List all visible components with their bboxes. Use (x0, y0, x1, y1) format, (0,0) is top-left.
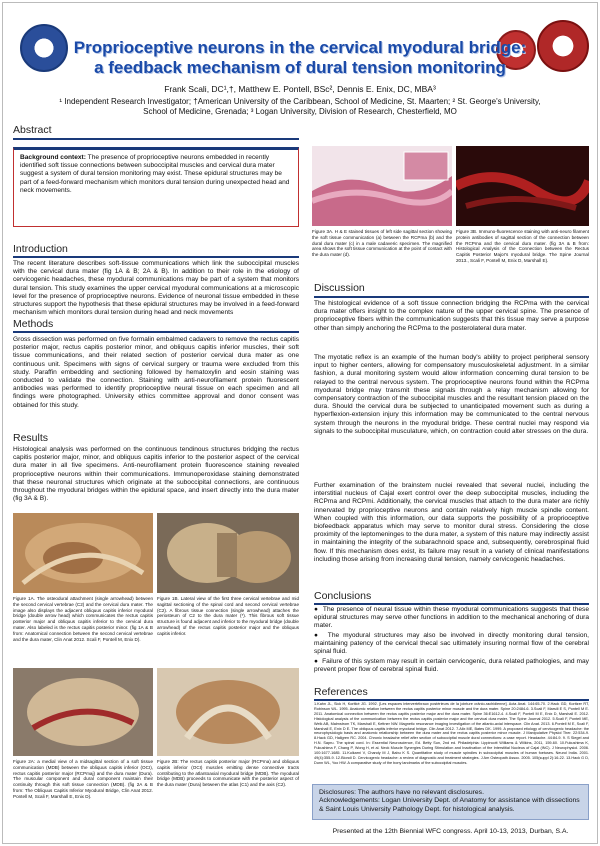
disclosures-box (312, 784, 589, 820)
abstract-label: Background context: (20, 154, 86, 161)
discussion-divider (314, 296, 589, 298)
discussion-paragraph-1: The histological evidence of a soft tissue connection bridging the RCPma with the cervical dura mater offers insight to the complex nature of the upper cervical spine. The presence of proprioceptive fibers within the communication suggests that this tissue may serve a purpose other than simply anchoring the RCPma to the posterolateral dura mater. (314, 300, 589, 332)
poster-title (0, 38, 600, 78)
conclusion-bullet-1: ● The presence of neural tissue within these myodural communications suggests that these epidural structures may serve other functions in addition to the mechanical anchoring of dura mater. (314, 606, 589, 630)
methods-divider (13, 331, 299, 333)
discussion-paragraph-3: Further examination of the brainstem nuclei revealed that several nuclei, including the interstitial nucleus of Cajal exert control over the deep suboccipital muscles, including the RCPma and RCPmi. Additionally, the cervical muscles that attach to the dura mater are richly innervated by proprioceptive neurons and contain relatively high muscle spindle content. When coupled with this information, our data supports the possibility of a proprioceptive biofeedback apparatus which may serve to monitor dural stress. Considering the close proximity of the leptomeninges to the dura mater, a system of this nature may indirectly assist in maintaining the integrity of the subarachnoid space and, subsequently, cerebrospinal fluid flow. If this mechanism does exist, its failure may result in a variety of clinical manifestations including those arising from increasing dural tension, namely cervicogenic headaches. (314, 482, 589, 563)
discussion-heading: Discussion (314, 282, 365, 294)
methods-heading: Methods (13, 318, 54, 330)
title-line-1: Proprioceptive neurons in the cervical myodural bridge: (73, 38, 527, 57)
discussion-paragraph-2: The myotatic reflex is an example of the human body's ability to project peripheral sensory input to higher centers, allowing for compensatory musculoskeletal adjustment. In a similar fashion, a dural monitoring system would allow information concerning dural tension to be relayed to the central nervous system. The proprioceptive neurons found within the RCPma myodural bridge may transmit these signals through a relay mechanism allowing for compensatory contraction of the suboccipital muscles and the resultant tension placed on the dura. Should the cervical dura be subjected to unanticipated movement such as during a hyperflexion-extension injury this information may be communicated to the central nervous system through the neurons in the myodural bridge. These central nuclei may respond via signals to the suboccipital musculature, which, on contraction could alter stresses on the dura. (314, 354, 589, 435)
figure-3a-caption: Figure 3A. H & E stained tissues of left side sagittal section showing the soft tissue communication (a) between the RCPma (b) and the dural dura mater (c) in a male cadaveric specimen. The magnified area shows the soft tissue communication at the point of contact with the dura mater (d). (312, 229, 452, 258)
figure-3b-fluorescence-photo (456, 146, 589, 226)
results-heading: Results (13, 432, 49, 444)
figure-2a-midsagittal-photo (13, 668, 153, 756)
affiliations (0, 97, 600, 117)
figure-1a-dissection-photo (13, 513, 153, 593)
results-text: Histological analysis was performed on the continuous tendinous structures bridging the rectus capitis posterior major, minor, and obliquus capitis inferior to the posterior aspect of the cervical dura mater in all five specimens. Anti-neurofilament protein fluorescence staining revealed proprioceptive neurons within their communications. Immunoperoxidase staining demonstrated that these neuronal structures which originate at the suboccipital connections, are continuous throughout the myodural bridges within the epidural space, and insert directly into the dura mater (fig 3A & B). (13, 446, 299, 503)
conclusions-divider (314, 603, 589, 605)
acknowledgements-line: Acknowledgements: Logan University Dept. of Anatomy for assistance with dissections & Saint Louis University Pathology Dept. for histological analysis. (319, 797, 580, 813)
conclusion-bullet-2-text: The myodural structures may also be involved in directly monitoring dural tension, maintaining patency of the cervical thecal sac ultimately insuring normal flow of the cerebral spinal fluid. (314, 632, 589, 656)
figure-3b-caption: Figure 3B. Immuno-fluorescence staining with anti-neuro filament protein antibodies of sagittal section of the connection between the RCPma and the cervical dura mater. (fig 3A & B from: Histological Analysis of the Connection between the Rectus Capitis Posterior Major's myodural bridge. The Spine Journal 2013., Scali F, Pontell M, Enix D, Marshall E). (456, 229, 589, 263)
authors: Frank Scali, DC¹,†, Matthew E. Pontell, BSc², Dennis E. Enix, DC, MBA³ (164, 84, 436, 94)
figure-2b-muscles-photo (157, 668, 299, 756)
figure-1b-caption: Figure 1B. Lateral view of the first three cervical vertebrae and mid sagittal sectioning of the spinal cord and second cervical vertebrae (C2). A fibrous tissue connection (single arrowhead) attaches the periosteum of C2 to the dura mater (*). This fibrous soft tissue structure is found adjacent and inferior to the myodural bridge (double arrowhead) of the rectus capitis posterior major and the obliquus capitis inferior. (157, 596, 299, 636)
figure-2b-image (157, 668, 299, 756)
conclusion-bullet-3-text: Failure of this system may result in certain cervicogenic, dura related pathologies, and may prevent proper flow of cerebral spinal fluid. (314, 658, 589, 674)
references-heading: References (314, 686, 368, 698)
figure-3b-image (456, 146, 589, 226)
figure-2b-caption: Figure 2B: The rectus capitis posterior major (RCPma) and obliquus capitis inferior (OCI) muscles emitting dense connective tracts contributing to the atlantoaxial myodural bridge (MDB). The myodural bridge (MDB) proceeds to communicate with the posterior aspect of the dura mater (Dura) between the atlas (C1) and the axis (C2). (157, 759, 299, 788)
figure-1a-caption: Figure 1A. The osteodural attachment (single arrowhead) between the second cervical vertebrae (C2) and the cervical dura mater. The image also displays the adjacent obliquus capitis inferior myodural bridge (double arrow head) which communicates the rectus capitis posterior major and obliquus capitis inferior to the cervical dura mater. Also labeled is the rectus capitis posterior minor. (fig 1A & B from: Anatomical connection between the second cervical vertebrae and the dura mater, Clin Anat 2012. Scali F, Pontell M, Enix D). (13, 596, 153, 642)
figure-3a-image (312, 146, 452, 226)
figure-1b-image (157, 513, 299, 593)
references-list: 1.Kahn JL, Sick H, Koritké JG. 1992. [Les espaces intervertébraux postérieurs de la jointure crânio-rachidienne]. Acta Anat. 144:65-70. 2.Hack GD, Koritzer RT, Robinson WL. 1995. Anatomic relation between the rectus capitis posterior minor muscle and the dura mater. Spine 20:2484-6. 3.Scali F, Marsili E S, Pontell M E. 2011. Anatomical connection between the rectus capitis posterior major and the dura mater. Spine 36:E1612-4. 4.Scali F, Pontell M E, Enix D, Marshall E. 2012. Histological analysis of the communication between the rectus capitis posterior major and the cervical dura mater. The Spine Journal 2012. 5.Scali F, Pontell ME, Welk AB, Malmstrom TK, Marshall E, Kettner NW. Magnetic resonance imaging investigation of the atlanto-axial interspace. Clin Anat. 2013. 6.Pontell M E, Scali F, Marshall E, Enix D E. The obliquus capitis inferior myodural bridge. Clin Anat 2012. 7.Alix ME, Bates DK. 1999. A proposed etiology of cervicogenic headache: the neurophysiologic basis and anatomic relationship between the dura mater and the rectus capitis posterior minor muscle. J Manipulative Physiol Ther. 22:534-9. 8.Hack GD, Hallgren RC. 2004. Chronic headache relief after section of suboccipital muscle dural connections: a case report. Headache. 44:84-9. 9. S Siegel and H.N. Sapru. The spinal cord. In: Essential Neuroscience, Ed. Betty Sun, 2nd ed. Philadelphia: Lippincott Williams & Wilkins, 2011, 159-60. 10.Fukushima K, Fukushima F, Chang P, Wong H, et al. Neck Muscle Synergies During Stimulation and Inactivation of the Interstitial Nucleus of Cajal (INC). J Neurophysiol. 2006. 100:1677-1685. 11.Kulkarni V, Chandy M J, Babu K S. Quantitative study of muscle spindles in suboccipital muscles of human foetuses. Neurol India. 2001. 49(4):355-9. 12.Biondi D. Cervicogenic headache: a review of diagnostic and treatment strategies. J Am Osteopath Assoc. 2005. 105(suppl 2):16-22. 13.Hack G D, Dunn WL, Yoo HW. A comparative study of the bony landmarks of the suboccipital muscles. (314, 702, 589, 765)
introduction-text: The recent literature describes soft-tissue communications which link the suboccipital muscles with the cervical dura mater (fig 1A & B; 2A & B). In addition to their role in the etiology of cervicogenic headaches, these myodural communications may be part of a system that monitors dural tension. This study examines the upper cervical myodural communications at a microscopic level for the presence of proprioceptive neurons. Evidence of neuronal tissue embedded in these structures support the hypothesis that these epidural structures may be involved in a feed-forward mechanism which monitors dural tension during head and neck movements (13, 260, 299, 317)
disclosures-line: Disclosures: The authors have no relevant disclosures. (319, 789, 484, 796)
figure-1b-vertebrae-photo (157, 513, 299, 593)
figure-2a-caption: Figure 2A: a medial view of a midsagittal section of a soft tissue communication (MDB) between the obliquus capitis inferior (OCI), rectus capitis posterior major (RCPmaj) and the dura mater (Dura). The muscular component and dural component maintain their continuity through this soft tissue connection (MDB). (fig 2A & B from: The Obliquus Capitis Inferior Myodural Bridge, Clin Anat 2012. Pontell M, Scali F, Marshall E, Enix D). (13, 759, 153, 799)
introduction-heading: Introduction (13, 243, 68, 255)
conclusion-bullet-1-text: The presence of neural tissue within these myodural communications suggests that these epidural structures may serve other functions in addition to the mechanical anchoring of dura mater. (314, 606, 589, 630)
presentation-footer: Presented at the 12th Biennial WFC congress. April 10-13, 2013, Durban, S.A. (332, 828, 569, 835)
abstract-divider (13, 138, 299, 140)
conclusion-bullet-3: ● Failure of this system may result in certain cervicogenic, dura related pathologies, and may prevent proper flow of cerebral spinal fluid. (314, 658, 589, 674)
title-line-2: a feedback mechanism of dural tension monitoring (94, 58, 506, 77)
introduction-divider (13, 256, 299, 258)
abstract-box (13, 147, 299, 227)
affiliations-line-1: ¹ Independent Research Investigator; †American University of the Caribbean, School of Medicine, St. Maarten; ² St. George's University, (59, 97, 541, 106)
figure-2a-image (13, 668, 153, 756)
references-divider (314, 699, 589, 701)
abstract-text: The presence of proprioceptive neurons embedded in recently identified soft tissue connections between suboccipital muscles and cervical dura mater suggest a system of dural tension monitoring may exist. These epidural structures may be part of a feed-forward mechanism which monitors dural tension during unexpected head and neck movements. (20, 154, 290, 194)
abstract-heading: Abstract (13, 124, 52, 136)
figure-1a-image (13, 513, 153, 593)
methods-text: Gross dissection was performed on five formalin embalmed cadavers to remove the rectus capitis posterior major, rectus capitis posterior minor, and obliquus capitis inferior muscles, their soft tissue communications, and their related section of posterior cervical dura mater as one continuous unit. Specimens with signs of cervical surgery or trauma were excluded from this study. Paraffin embedding and sectioning followed by hematoxylin and eosin staining was conducted to validate the connection. Staining with anti-neurofilament protein fluorescent antibodies was performed to identify proprioceptive neural tissue on each specimen and all findings were photographed. University ethics committee approval and donor consent was obtained for this study. (13, 336, 299, 409)
affiliations-line-2: School of Medicine, Grenada; ³ Logan University, Division of Research, Chesterfield, MO (143, 107, 457, 116)
conclusions-heading: Conclusions (314, 590, 372, 602)
conclusion-bullet-2: ● The myodural structures may also be involved in directly monitoring dural tension, maintaining patency of the cervical thecal sac ultimately insuring normal flow of the cerebral spinal fluid. (314, 632, 589, 656)
figure-3a-he-stain-photo (312, 146, 452, 226)
